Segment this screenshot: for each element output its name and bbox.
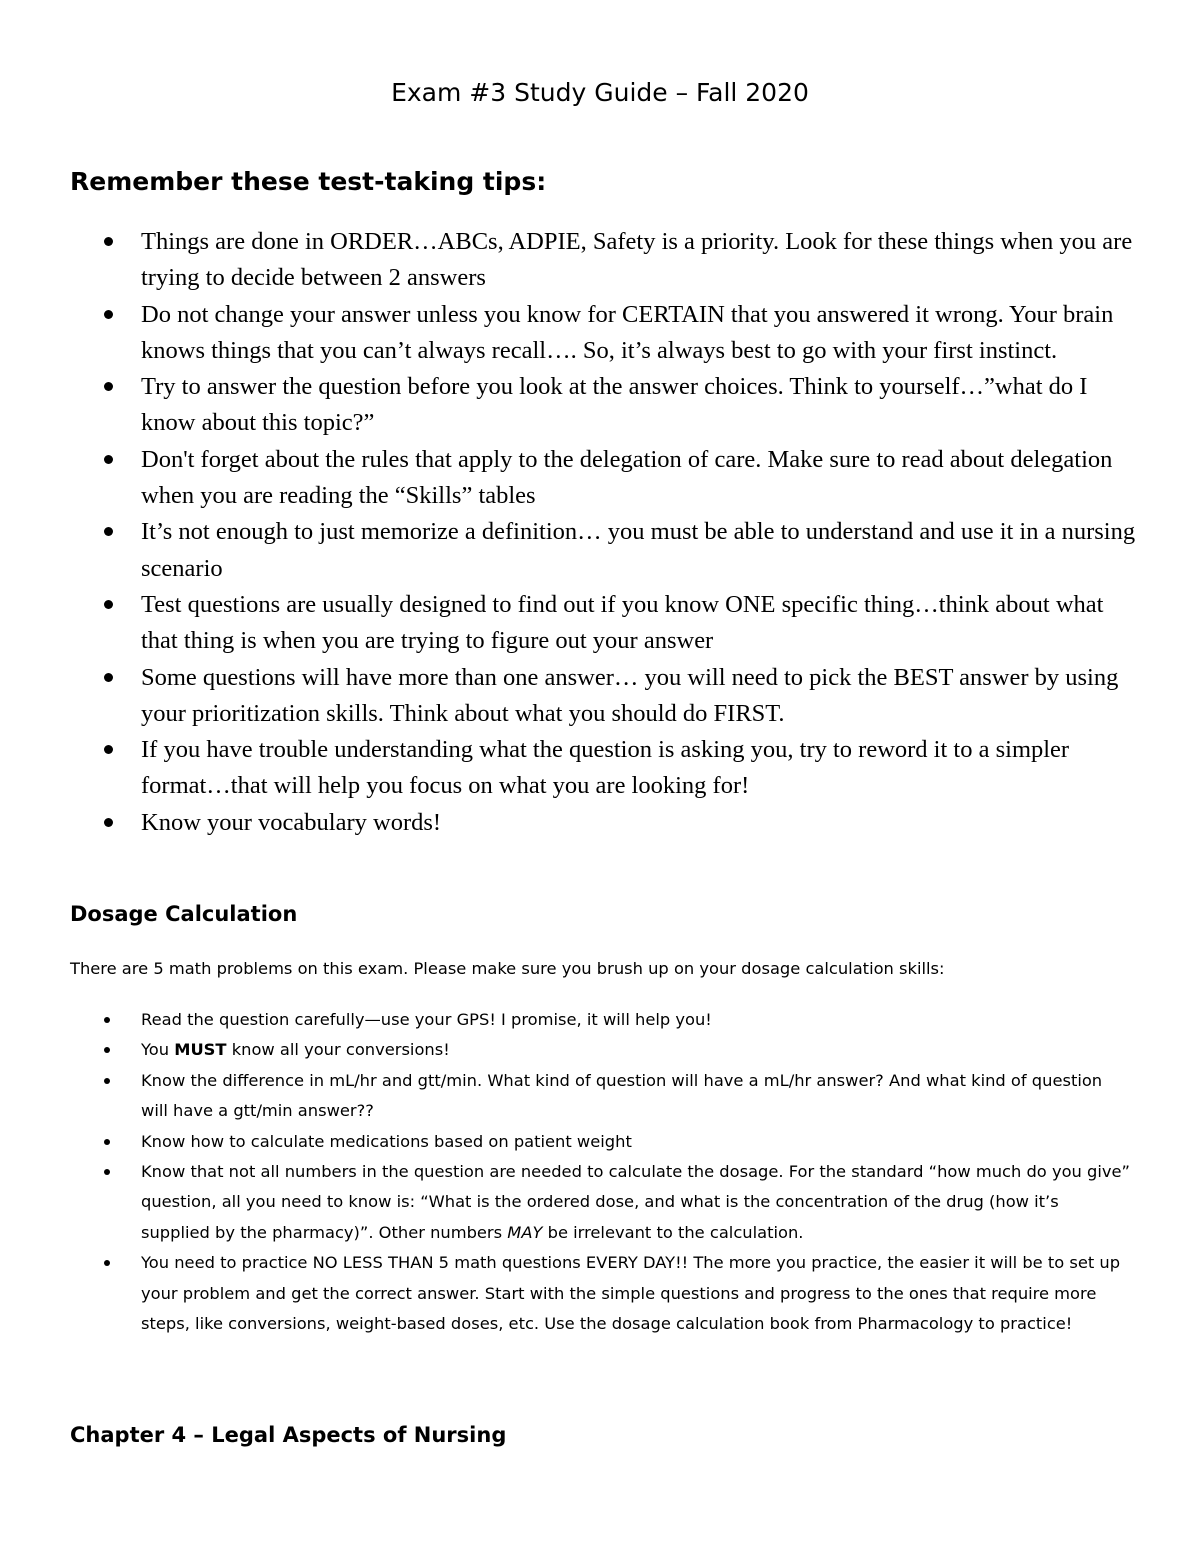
bullet-icon (104, 745, 113, 754)
bullet-icon (104, 1047, 110, 1053)
tip-text: It’s not enough to just memorize a definition… you must be able to understand and use it in a nursing scenario (141, 518, 1136, 582)
bullet-icon (104, 600, 113, 609)
bullet-icon (104, 310, 113, 319)
bullet-icon (104, 1078, 110, 1084)
tip-text: Try to answer the question before you look at the answer choices. Think to yourself…”what do I know about this topic?” (141, 373, 1088, 437)
bullet-icon (104, 673, 113, 682)
dosage-item (0, 1005, 1200, 1035)
tip-item (0, 660, 1200, 733)
dosage-emphasis: MAY (507, 1222, 543, 1242)
document-title: Exam #3 Study Guide – Fall 2020 (391, 78, 809, 107)
dosage-heading: Dosage Calculation (70, 902, 298, 926)
tip-item (0, 732, 1200, 805)
tip-item (0, 224, 1200, 297)
dosage-intro: There are 5 math problems on this exam. Please make sure you brush up on your dosage calculation skills: (70, 959, 945, 978)
dosage-item (0, 1035, 1200, 1065)
bullet-icon (104, 1139, 110, 1145)
bullet-icon (104, 1260, 110, 1266)
dosage-text: Know the difference in mL/hr and gtt/min. What kind of question will have a mL/hr answer? And what kind of question will have a gtt/min answer?? (141, 1070, 1103, 1121)
bullet-icon (104, 1017, 110, 1023)
tip-text: Some questions will have more than one answer… you will need to pick the BEST answer by using your prioritization skills. Think about what you should do FIRST. (141, 663, 1119, 727)
tip-text: Don't forget about the rules that apply to the delegation of care. Make sure to read about delegation when you are reading the “Skills” tables (141, 445, 1113, 510)
dosage-text-before: Know that not all numbers in the question are needed to calculate the dosage. For the standard “how much do you give” question, all you need to know is: “What is the ordered dose, and what is the concentration of the drug (how it’s supplied by the pharmacy)”. Other numbers (141, 1162, 1130, 1242)
tip-text: Things are done in ORDER…ABCs, ADPIE, Safety is a priority. Look for these things when you are trying to decide between 2 answers (141, 228, 1133, 292)
dosage-text-before: You (141, 1040, 175, 1060)
chapter-heading: Chapter 4 – Legal Aspects of Nursing (70, 1423, 507, 1447)
dosage-item (0, 1066, 1200, 1127)
tip-item (0, 587, 1200, 660)
dosage-text: Read the question carefully—use your GPS! I promise, it will help you! (141, 1010, 712, 1029)
dosage-text-after: know all your conversions! (226, 1040, 450, 1060)
tip-text: Know your vocabulary words! (141, 808, 442, 836)
bullet-icon (104, 382, 113, 391)
dosage-text: You need to practice NO LESS THAN 5 math questions EVERY DAY!! The more you practice, the easier it will be to set up your problem and get the correct answer. Start with the simple questions and progress to the ones that require more steps, like conversions, weight-based doses, etc. Use the dosage calculation book from Pharmacology to practice! (141, 1253, 1121, 1334)
dosage-item (0, 1127, 1200, 1157)
bullet-icon (104, 455, 113, 464)
tips-heading: Remember these test-taking tips: (70, 167, 547, 196)
tips-list (0, 224, 1200, 841)
dosage-emphasis: MUST (174, 1040, 227, 1060)
tip-item (0, 369, 1200, 442)
tip-text: If you have trouble understanding what the question is asking you, try to reword it to a simpler format…that will help you focus on what you are looking for! (141, 736, 1070, 800)
tip-item (0, 442, 1200, 515)
tip-text: Test questions are usually designed to find out if you know ONE specific thing…think about what that thing is when you are trying to figure out your answer (141, 590, 1104, 655)
bullet-icon (104, 527, 113, 536)
bullet-icon (104, 237, 113, 246)
dosage-text: Know how to calculate medications based on patient weight (141, 1131, 632, 1151)
bullet-icon (104, 1169, 110, 1175)
tip-item (0, 805, 1200, 841)
dosage-item (0, 1157, 1200, 1248)
tip-text: Do not change your answer unless you know for CERTAIN that you answered it wrong. Your brain knows things that you can’t always recall…. So, it’s always best to go with your first instinct. (141, 300, 1114, 364)
dosage-list (0, 1005, 1200, 1339)
tip-item (0, 297, 1200, 370)
tip-item (0, 514, 1200, 587)
bullet-icon (104, 818, 113, 827)
dosage-text-after: be irrelevant to the calculation. (542, 1222, 804, 1242)
dosage-item (0, 1248, 1200, 1339)
